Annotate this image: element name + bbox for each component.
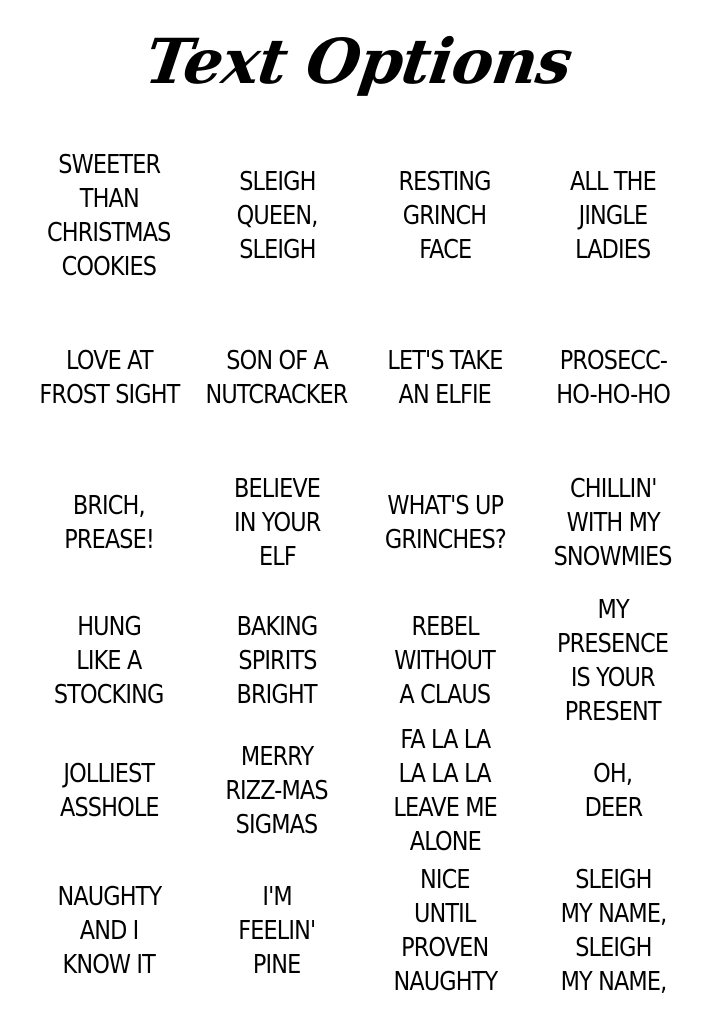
text-option xyxy=(25,130,193,302)
text-option-line: NICE xyxy=(420,865,470,895)
text-option-line: BAKING xyxy=(236,612,318,642)
text-option-line: AN ELFIE xyxy=(398,380,492,410)
text-option-line: MY xyxy=(597,595,629,625)
text-option xyxy=(25,852,193,1010)
text-option xyxy=(529,592,697,730)
text-option xyxy=(25,592,193,730)
text-option-line: ALONE xyxy=(409,827,481,857)
page-title: Text Options xyxy=(141,25,576,98)
text-option-line: FA LA LA xyxy=(400,725,490,755)
text-option xyxy=(361,454,529,592)
text-option xyxy=(529,130,697,302)
text-option xyxy=(361,725,529,857)
text-option-line: JINGLE xyxy=(578,201,648,231)
text-option-line: BRICH, xyxy=(73,491,145,521)
text-option xyxy=(193,730,361,852)
text-option-line: LEAVE ME xyxy=(393,793,497,823)
text-option-line: THAN xyxy=(79,184,139,214)
text-option-line: FROST SIGHT xyxy=(38,380,180,410)
text-option-line: FACE xyxy=(418,235,472,265)
text-option-line: LOVE AT xyxy=(65,346,153,376)
text-option-line: PROVEN xyxy=(401,933,489,963)
text-option xyxy=(529,454,697,592)
text-option-line: CHRISTMAS xyxy=(47,218,171,248)
text-option xyxy=(361,852,529,1010)
text-option-line: LA LA LA xyxy=(398,759,492,789)
text-option-line: ELF xyxy=(258,542,296,572)
text-option-line: LET'S TAKE xyxy=(387,346,503,376)
text-option-line: GRINCHES? xyxy=(384,525,506,555)
text-option xyxy=(529,302,697,454)
text-option-line: A CLAUS xyxy=(399,680,491,710)
text-option-line: WITH MY xyxy=(566,508,660,538)
text-option xyxy=(529,730,697,852)
text-option-line: LADIES xyxy=(575,235,651,265)
text-option-line: WHAT'S UP xyxy=(387,491,503,521)
text-option-line: SLEIGH xyxy=(574,865,652,895)
text-option-line: PREASE! xyxy=(64,525,154,555)
text-option xyxy=(193,130,361,302)
text-option xyxy=(25,730,193,852)
text-option-line: IN YOUR xyxy=(233,508,321,538)
text-option-line: SLEIGH xyxy=(238,167,316,197)
text-option-line: UNTIL xyxy=(414,899,476,929)
text-option xyxy=(193,852,361,1010)
text-option-line: PINE xyxy=(253,950,301,980)
text-option-line: IS YOUR xyxy=(571,663,655,693)
text-option xyxy=(361,130,529,302)
text-option-line: SLEIGH xyxy=(574,933,652,963)
text-option-line: BRIGHT xyxy=(236,680,318,710)
text-option-line: JOLLIEST xyxy=(63,759,155,789)
text-option-line: ALL THE xyxy=(570,167,656,197)
text-option xyxy=(529,852,697,1010)
text-option xyxy=(193,454,361,592)
text-option-line: SWEETER xyxy=(58,150,160,180)
text-option-line: GRINCH xyxy=(403,201,487,231)
text-option-line: MY NAME, xyxy=(560,967,666,997)
text-option-line: MY NAME, xyxy=(560,899,666,929)
text-option-line: RIZZ-MAS xyxy=(225,776,329,806)
text-option-line: ASSHOLE xyxy=(59,793,159,823)
text-option-line: SPIRITS xyxy=(237,646,317,676)
text-option-line: COOKIES xyxy=(61,252,157,282)
text-option-line: SIGMAS xyxy=(236,810,318,840)
text-options-grid xyxy=(25,130,697,1010)
text-option-line: LIKE A xyxy=(76,646,142,676)
text-option xyxy=(361,592,529,730)
text-option-line: I'M xyxy=(262,882,292,912)
text-option-line: HO-HO-HO xyxy=(556,380,670,410)
text-option-line: CHILLIN' xyxy=(569,474,657,504)
text-option-line: STOCKING xyxy=(54,680,164,710)
text-option-line: SON OF A xyxy=(226,346,328,376)
text-option-line: PRESENT xyxy=(565,697,661,727)
text-option-line: FEELIN' xyxy=(238,916,316,946)
text-option xyxy=(25,454,193,592)
text-option-line: PRESENCE xyxy=(557,629,669,659)
text-option-line: RESTING xyxy=(398,167,492,197)
text-option xyxy=(193,592,361,730)
text-option-line: DEER xyxy=(584,793,642,823)
text-option-line: BELIEVE xyxy=(233,474,321,504)
text-option-line: OH, xyxy=(593,759,633,789)
text-option xyxy=(193,302,361,454)
text-option-line: SNOWMIES xyxy=(554,542,672,572)
text-option-line: WITHOUT xyxy=(394,646,496,676)
text-option-line: REBEL xyxy=(411,612,479,642)
text-option-line: NUTCRACKER xyxy=(206,380,348,410)
text-option-line: AND I xyxy=(79,916,139,946)
text-option xyxy=(361,302,529,454)
text-option-line: NAUGHTY xyxy=(393,967,497,997)
text-option-line: KNOW IT xyxy=(62,950,156,980)
text-option-line: MERRY xyxy=(240,742,314,772)
text-option xyxy=(25,302,193,454)
text-option-line: HUNG xyxy=(77,612,141,642)
text-option-line: NAUGHTY xyxy=(57,882,161,912)
text-option-line: SLEIGH xyxy=(238,235,316,265)
text-option-line: QUEEN, xyxy=(236,201,318,231)
text-option-line: PROSECC- xyxy=(559,346,667,376)
